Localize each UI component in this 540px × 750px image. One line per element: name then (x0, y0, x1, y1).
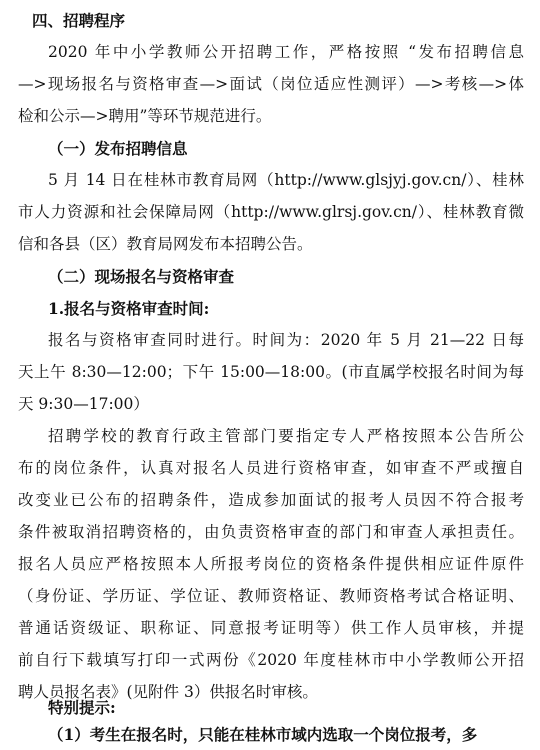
item1-heading: 1.报名与资格审查时间: (48, 299, 210, 318)
para2-line-3: 改变业已公布的招聘条件，造成参加面试的报考人员因不符合报考 (18, 491, 524, 509)
item1-line-3: 天 9:30—17:00） (18, 395, 149, 413)
special-heading: 特别提示: (48, 698, 116, 717)
section-heading: 四、招聘程序 (32, 11, 126, 30)
intro-line-2: —>现场报名与资格审查—>面试（岗位适应性测评）—>考核—>体 (18, 75, 524, 93)
para2-line-5: 报名人员应严格按照本人所报考岗位的资格条件提供相应证件原件 (18, 555, 524, 573)
para2-line-2: 布的岗位条件，认真对报名人员进行资格审查，如审查不严或擅自 (18, 459, 524, 477)
item1-line-2: 天上午 8:30—12:00；下午 15:00—18:00。(市直属学校报名时间为每 (18, 363, 524, 381)
sub1-line-2: 市人力资源和社会保障局网（http://www.glrsj.gov.cn/）、桂林教育微 (18, 203, 524, 221)
intro-line-1: 2020 年中小学教师公开招聘工作，严格按照 “发布招聘信息 (48, 43, 524, 61)
para2-line-1: 招聘学校的教育行政主管部门要指定专人严格按照本公告所公 (48, 427, 524, 445)
intro-line-3: 检和公示—>聘用”等环节规范进行。 (18, 107, 272, 125)
sub1-line-1: 5 月 14 日在桂林市教育局网（http://www.glsjyj.gov.cn/）、桂林 (48, 171, 524, 189)
sub2-heading: （二）现场报名与资格审查 (48, 267, 235, 286)
para2-line-8: 前自行下载填写打印一式两份《2020 年度桂林市中小学教师公开招 (18, 651, 524, 669)
special-item-1: （1）考生在报名时，只能在桂林市域内选取一个岗位报考，多 (48, 725, 478, 744)
item1-line-1: 报名与资格审查同时进行。时间为：2020 年 5 月 21—22 日每 (48, 331, 524, 349)
sub1-line-3: 信和各县（区）教育局网发布本招聘公告。 (18, 235, 313, 253)
para2-line-9: 聘人员报名表》(见附件 3）供报名时审核。 (18, 683, 318, 701)
para2-line-4: 条件被取消招聘资格的，由负责资格审查的部门和审查人承担责任。 (18, 523, 524, 541)
sub1-heading: （一）发布招聘信息 (48, 139, 188, 158)
para2-line-6: （身份证、学历证、学位证、教师资格证、教师资格考试合格证明、 (18, 587, 524, 605)
para2-line-7: 普通话资级证、职称证、同意报考证明等）供工作人员审核，并提 (18, 619, 524, 637)
